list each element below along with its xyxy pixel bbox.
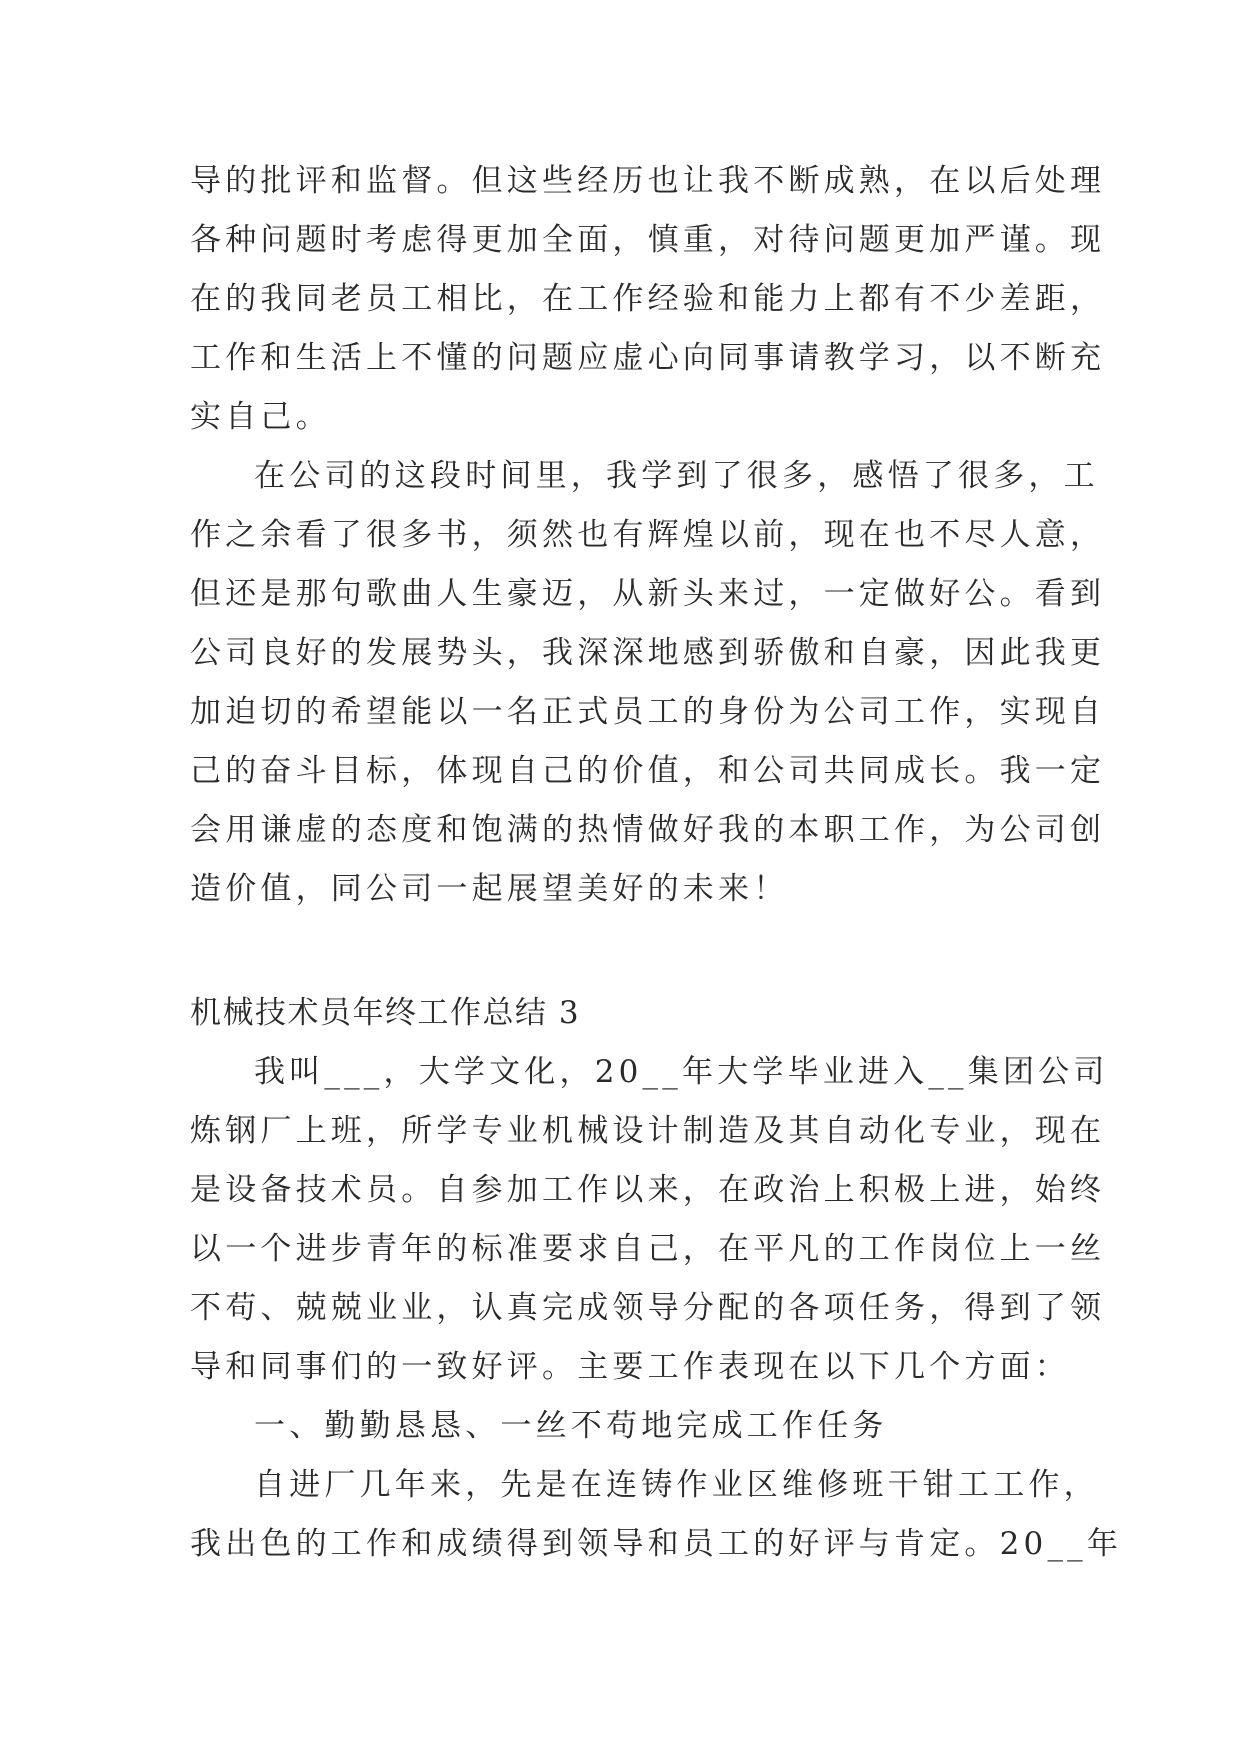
text-line: 会用谦虚的态度和饱满的热情做好我的本职工作，为公司创 [190, 812, 1106, 848]
text-line: 作之余看了很多书，须然也有辉煌以前，现在也不尽人意， [190, 517, 1106, 553]
document-body [190, 152, 1123, 1574]
text-line: 造价值，同公司一起展望美好的未来！ [190, 871, 789, 907]
text-line: 我叫___，大学文化，20__年大学毕业进入__集团公司 [254, 1054, 1109, 1090]
section-title: 机械技术员年终工作总结 3 [190, 995, 581, 1031]
text-line: 以一个进步青年的标准要求自己，在平凡的工作岗位上一丝 [190, 1231, 1106, 1267]
subheading: 一、勤勤恳恳、一丝不苟地完成工作任务 [254, 1408, 888, 1444]
section-spacer [190, 919, 1060, 984]
text-line: 在的我同老员工相比，在工作经验和能力上都有不少差距， [190, 281, 1106, 317]
text-line: 各种问题时考虑得更加全面，慎重，对待问题更加严谨。现 [190, 222, 1106, 258]
text-line: 己的奋斗目标，体现自己的价值，和公司共同成长。我一定 [190, 753, 1106, 789]
text-line: 我出色的工作和成绩得到领导和员工的好评与肯定。20__年 [190, 1526, 1123, 1562]
text-line: 在公司的这段时间里，我学到了很多，感悟了很多，工 [254, 458, 1099, 494]
text-line: 导的批评和监督。但这些经历也让我不断成熟，在以后处理 [190, 163, 1106, 199]
text-line: 但还是那句歌曲人生豪迈，从新头来过，一定做好公。看到 [190, 576, 1106, 612]
text-line: 实自己。 [190, 399, 331, 435]
paragraph-3 [190, 1043, 1109, 1397]
paragraph-4 [190, 1456, 1123, 1574]
text-line: 工作和生活上不懂的问题应虚心向同事请教学习，以不断充 [190, 340, 1106, 376]
paragraph-1 [190, 152, 1106, 447]
text-line: 炼钢厂上班，所学专业机械设计制造及其自动化专业，现在 [190, 1113, 1106, 1149]
text-line: 加迫切的希望能以一名正式员工的身份为公司工作，实现自 [190, 694, 1106, 730]
paragraph-2 [190, 447, 1106, 919]
text-line: 导和同事们的一致好评。主要工作表现在以下几个方面： [190, 1349, 1070, 1385]
text-line: 不苟、兢兢业业，认真完成领导分配的各项任务，得到了领 [190, 1290, 1106, 1326]
text-line: 公司良好的发展势头，我深深地感到骄傲和自豪，因此我更 [190, 635, 1106, 671]
text-line: 是设备技术员。自参加工作以来，在政治上积极上进，始终 [190, 1172, 1106, 1208]
text-line: 自进厂几年来，先是在连铸作业区维修班干钳工工作， [254, 1467, 1099, 1503]
